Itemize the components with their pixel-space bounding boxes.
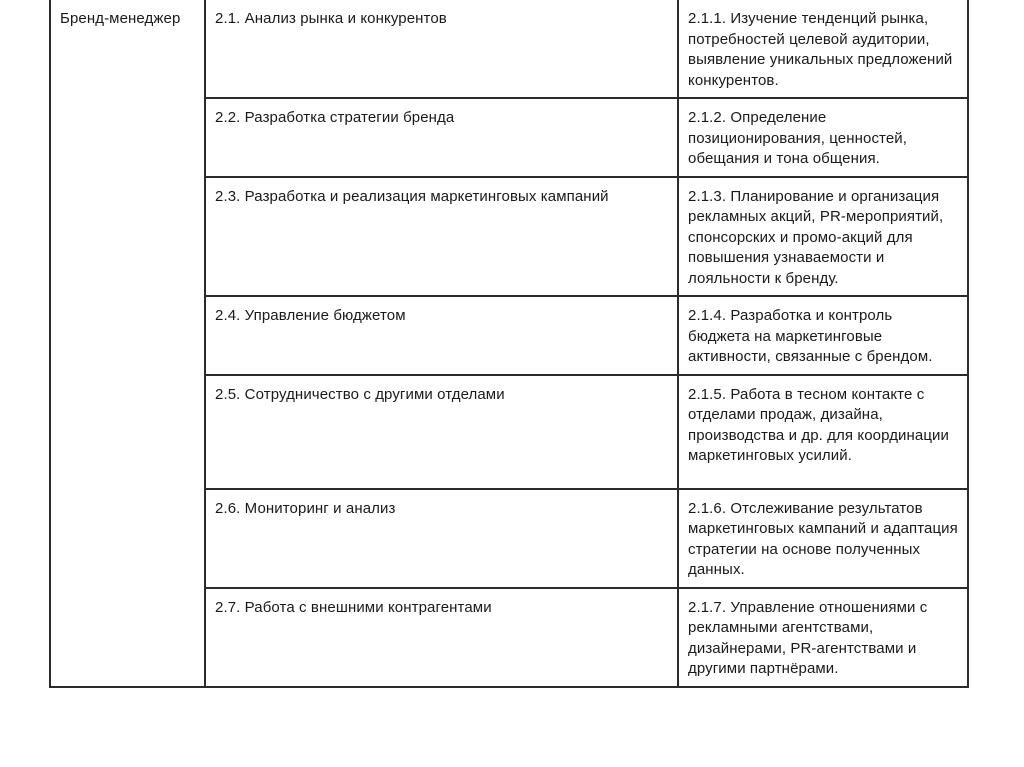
task-cell: 2.5. Сотрудничество с другими отделами	[205, 375, 678, 489]
detail-cell: 2.1.1. Изучение тенденций рынка, потребностей целевой аудитории, выявление уникальных предложений конкурентов.	[678, 0, 968, 98]
task-cell: 2.1. Анализ рынка и конкурентов	[205, 0, 678, 98]
role-cell: Бренд-менеджер	[50, 0, 205, 687]
task-cell: 2.7. Работа с внешними контрагентами	[205, 588, 678, 687]
task-cell: 2.2. Разработка стратегии бренда	[205, 98, 678, 177]
task-cell: 2.3. Разработка и реализация маркетинговых кампаний	[205, 177, 678, 297]
responsibilities-table	[49, 0, 969, 688]
task-cell: 2.4. Управление бюджетом	[205, 296, 678, 375]
detail-cell: 2.1.2. Определение позиционирования, ценностей, обещания и тона общения.	[678, 98, 968, 177]
table-body	[50, 0, 968, 687]
detail-cell: 2.1.5. Работа в тесном контакте с отделами продаж, дизайна, производства и др. для координации маркетинговых усилий.	[678, 375, 968, 489]
task-cell: 2.6. Мониторинг и анализ	[205, 489, 678, 588]
table-row	[50, 0, 968, 98]
detail-cell: 2.1.7. Управление отношениями с рекламными агентствами, дизайнерами, PR-агентствами и другими партнёрами.	[678, 588, 968, 687]
detail-cell: 2.1.3. Планирование и организация рекламных акций, PR-мероприятий, спонсорских и промо-акций для повышения узнаваемости и лояльности к бренду.	[678, 177, 968, 297]
detail-cell: 2.1.4. Разработка и контроль бюджета на маркетинговые активности, связанные с брендом.	[678, 296, 968, 375]
detail-cell: 2.1.6. Отслеживание результатов маркетинговых кампаний и адаптация стратегии на основе полученных данных.	[678, 489, 968, 588]
